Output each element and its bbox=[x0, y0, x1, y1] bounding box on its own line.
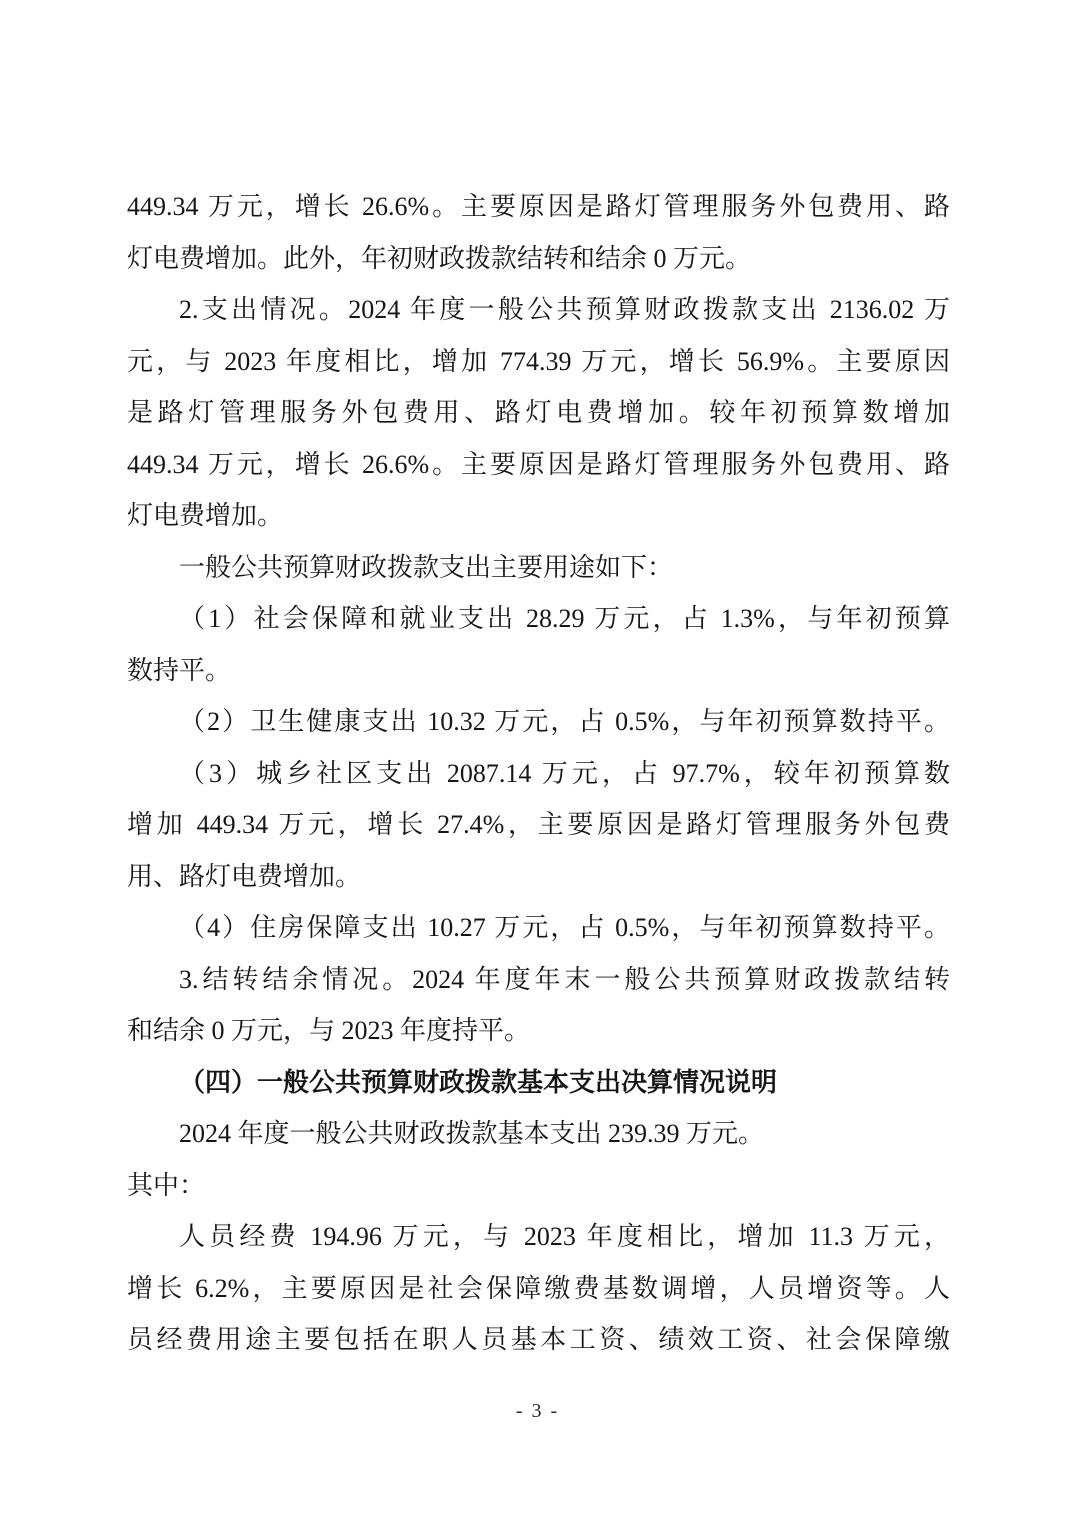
text-line: （3）城乡社区支出 2087.14 万元，占 97.7%，较年初预算数 bbox=[179, 758, 950, 788]
text-line: 增长 6.2%，主要原因是社会保障缴费基数调增，人员增资等。人 bbox=[127, 1273, 950, 1303]
section-heading: （四）一般公共预算财政拨款基本支出决算情况说明 bbox=[179, 1067, 778, 1097]
text-line: 449.34 万元，增长 26.6%。主要原因是路灯管理服务外包费用、路 bbox=[127, 192, 950, 221]
text-line: （4）住房保障支出 10.27 万元，占 0.5%，与年初预算数持平。 bbox=[179, 913, 950, 942]
text-line: 一般公共预算财政拨款支出主要用途如下： bbox=[179, 552, 674, 582]
text-line: 人员经费 194.96 万元，与 2023 年度相比，增加 11.3 万元， bbox=[179, 1222, 950, 1251]
text-line: 灯电费增加。此外，年初财政拨款结转和结余 0 万元。 bbox=[127, 243, 752, 273]
document-body bbox=[127, 181, 950, 1366]
text-line: 其中： bbox=[127, 1170, 206, 1200]
text-line: 2.支出情况。2024 年度一般公共预算财政拨款支出 2136.02 万 bbox=[179, 295, 950, 324]
text-line: （2）卫生健康支出 10.32 万元，占 0.5%，与年初预算数持平。 bbox=[179, 707, 950, 736]
text-line: 用、路灯电费增加。 bbox=[127, 861, 362, 891]
text-line: （1）社会保障和就业支出 28.29 万元，占 1.3%，与年初预算 bbox=[179, 604, 950, 633]
text-line: 和结余 0 万元，与 2023 年度持平。 bbox=[127, 1016, 531, 1045]
text-line: 增加 449.34 万元，增长 27.4%，主要原因是路灯管理服务外包费 bbox=[127, 810, 950, 839]
text-line: 员经费用途主要包括在职人员基本工资、绩效工资、社会保障缴 bbox=[127, 1325, 950, 1354]
text-line: 元，与 2023 年度相比，增加 774.39 万元，增长 56.9%。主要原因 bbox=[127, 346, 950, 376]
text-line: 449.34 万元，增长 26.6%。主要原因是路灯管理服务外包费用、路 bbox=[127, 449, 950, 479]
text-line: 数持平。 bbox=[127, 655, 232, 685]
text-line: 2024 年度一般公共财政拨款基本支出 239.39 万元。 bbox=[179, 1119, 765, 1148]
page-number: - 3 - bbox=[515, 1400, 560, 1422]
text-line: 是路灯管理服务外包费用、路灯电费增加。较年初预算数增加 bbox=[127, 398, 950, 427]
text-line: 3.结转结余情况。2024 年度年末一般公共预算财政拨款结转 bbox=[179, 964, 950, 994]
text-line: 灯电费增加。 bbox=[127, 501, 284, 530]
